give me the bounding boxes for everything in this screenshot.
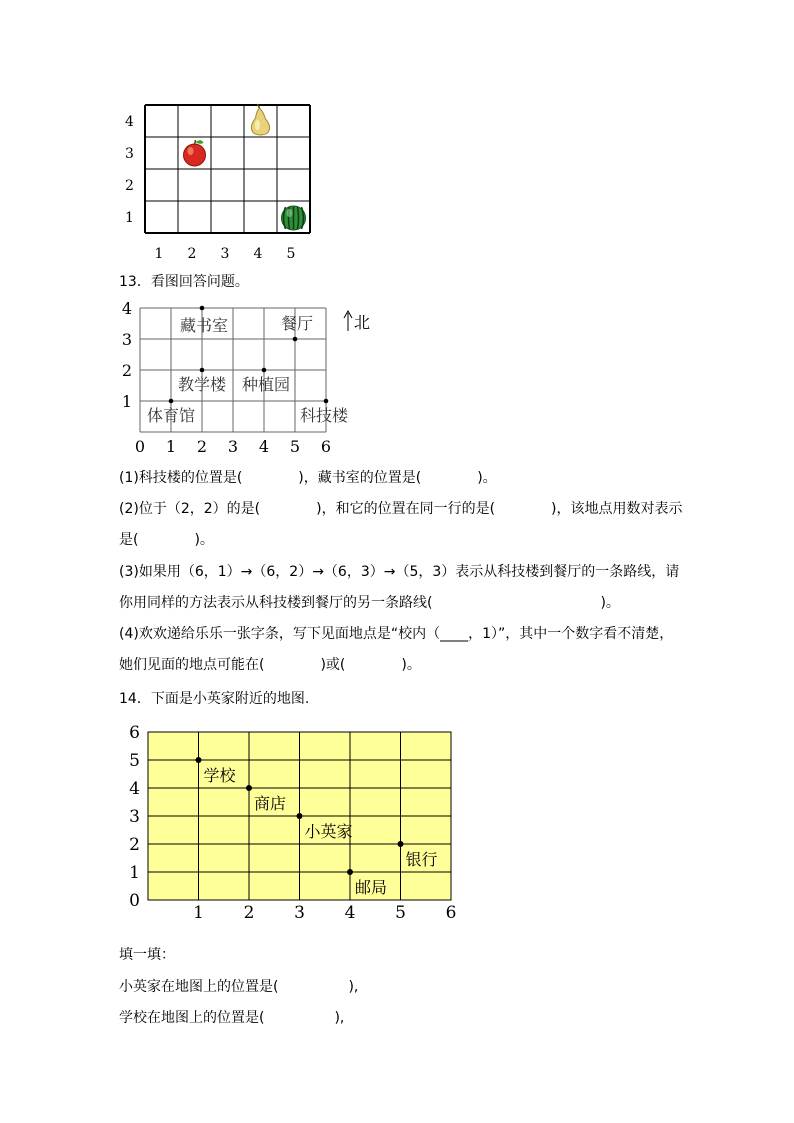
place-point xyxy=(200,368,205,373)
y-tick-label: 3 xyxy=(129,807,140,827)
y-tick-label: 3 xyxy=(121,330,132,349)
place-label: 商店 xyxy=(254,794,287,813)
place-label: 种植园 xyxy=(242,375,291,394)
watermelon-icon xyxy=(282,206,306,230)
q13-line-3: 是( )。 xyxy=(119,532,214,548)
col-label: 5 xyxy=(286,246,296,262)
x-tick-label: 1 xyxy=(193,903,204,923)
x-tick-label: 4 xyxy=(258,437,270,456)
q13-line-4: (3)如果用（6，1）→（6，2）→（6，3）→（5，3）表示从科技楼到餐厅的一条路线，请 xyxy=(119,564,680,580)
y-tick-label: 5 xyxy=(129,751,140,771)
q13-line-6: (4)欢欢递给乐乐一张字条，写下见面地点是“校内（____，1）”，其中一个数字看不清楚， xyxy=(119,626,674,642)
fruit-grid-labels xyxy=(125,114,295,262)
x-tick-label: 3 xyxy=(294,903,305,923)
place-point xyxy=(196,757,202,763)
y-tick-label: 0 xyxy=(129,891,140,911)
q13-line-1: (1)科技楼的位置是( )，藏书室的位置是( )。 xyxy=(119,470,497,486)
x-tick-label: 6 xyxy=(320,437,332,456)
x-tick-label: 3 xyxy=(227,437,239,456)
pear-icon xyxy=(251,104,269,135)
neighborhood-map xyxy=(118,722,468,927)
place-label: 小英家 xyxy=(304,822,353,841)
place-point xyxy=(169,399,174,404)
row-label: 3 xyxy=(125,146,134,162)
place-label: 邮局 xyxy=(355,878,388,897)
apple-icon xyxy=(184,140,206,166)
place-point xyxy=(262,368,267,373)
north-label: 北 xyxy=(354,313,371,332)
place-label: 体育馆 xyxy=(147,406,196,425)
q13-title: 13．看图回答问题。 xyxy=(119,274,249,290)
col-label: 2 xyxy=(187,246,197,262)
place-label: 教学楼 xyxy=(178,375,227,394)
q13-line-2: (2)位于（2，2）的是( )，和它的位置在同一行的是( )，该地点用数对表示 xyxy=(119,501,683,517)
row-label: 1 xyxy=(125,210,134,226)
col-label: 1 xyxy=(154,246,164,262)
x-tick-label: 0 xyxy=(134,437,146,456)
place-label: 学校 xyxy=(203,766,236,785)
col-label: 4 xyxy=(253,246,263,262)
q14-line-1: 小英家在地图上的位置是( ), xyxy=(119,979,359,995)
x-tick-label: 2 xyxy=(243,903,255,923)
place-label: 餐厅 xyxy=(281,314,314,333)
place-point xyxy=(324,399,329,404)
place-point xyxy=(200,306,205,311)
x-tick-label: 1 xyxy=(165,437,177,456)
fruit-grid-figure xyxy=(110,98,320,263)
x-tick-label: 6 xyxy=(445,903,457,923)
y-tick-label: 2 xyxy=(129,835,140,855)
place-label: 藏书室 xyxy=(180,316,229,335)
y-tick-label: 6 xyxy=(129,723,140,743)
north-arrow xyxy=(344,311,370,332)
x-tick-label: 4 xyxy=(344,903,356,923)
place-label: 银行 xyxy=(405,850,438,869)
q13-line-5: 你用同样的方法表示从科技楼到餐厅的另一条路线( )。 xyxy=(119,595,620,611)
campus-map-places xyxy=(147,306,349,425)
y-tick-label: 1 xyxy=(121,392,132,411)
y-tick-label: 4 xyxy=(129,779,140,799)
row-label: 2 xyxy=(125,178,134,194)
q14-title: 14．下面是小英家附近的地图. xyxy=(119,691,310,707)
y-tick-label: 2 xyxy=(121,361,132,380)
x-tick-label: 5 xyxy=(289,437,301,456)
place-point xyxy=(293,337,298,342)
place-point xyxy=(297,813,303,819)
y-tick-label: 1 xyxy=(129,863,140,883)
place-point xyxy=(246,785,252,791)
q13-line-7: 她们见面的地点可能在( )或( )。 xyxy=(119,657,421,673)
place-label: 科技楼 xyxy=(300,406,349,425)
fill-in-title: 填一填： xyxy=(119,947,175,963)
q14-line-2: 学校在地图上的位置是( ), xyxy=(119,1010,345,1026)
x-tick-label: 2 xyxy=(196,437,208,456)
x-tick-label: 5 xyxy=(395,903,406,923)
row-label: 4 xyxy=(125,114,134,130)
col-label: 3 xyxy=(220,246,230,262)
place-point xyxy=(398,841,404,847)
place-point xyxy=(347,869,353,875)
campus-map xyxy=(115,298,385,458)
y-tick-label: 4 xyxy=(121,299,132,318)
